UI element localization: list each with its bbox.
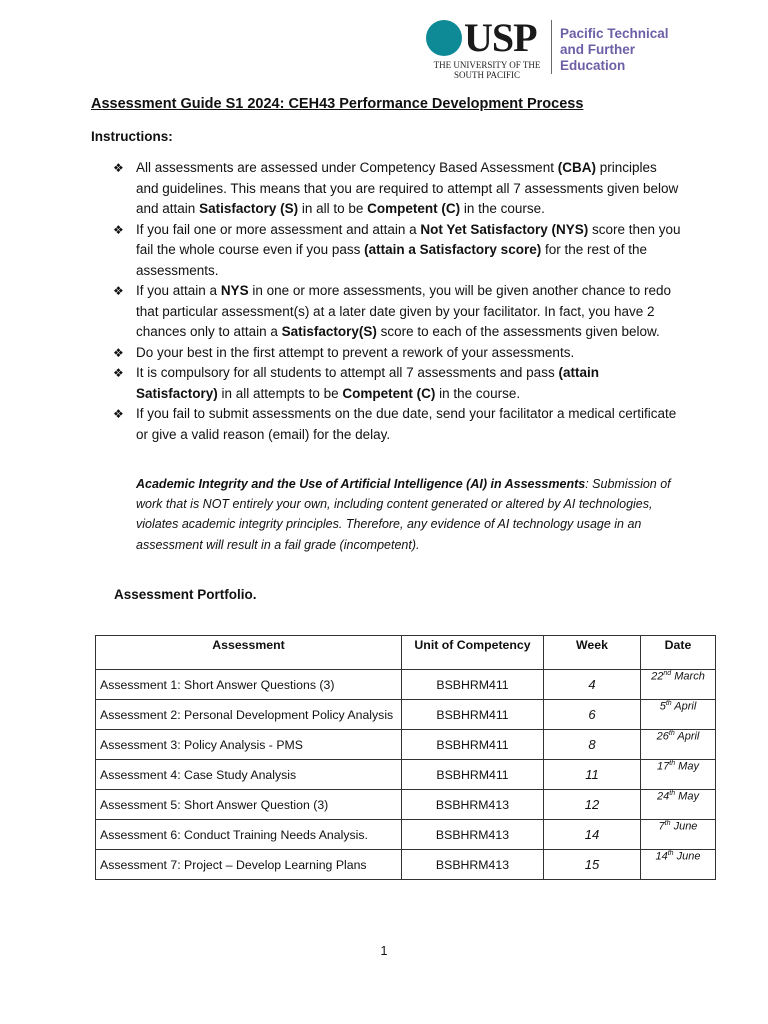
assessment-cell: Assessment 2: Personal Development Policy Analysis: [96, 700, 402, 730]
table-row: [96, 850, 716, 880]
table-row: [96, 820, 716, 850]
table-row: [96, 670, 716, 700]
unit-cell: BSBHRM411: [402, 700, 544, 730]
table-row: [96, 700, 716, 730]
header-date: Date: [641, 636, 716, 670]
list-item: ❖ It is compulsory for all students to attempt all 7 assessments and pass (attain Satisfactory) in all attempts to be Competent (C) in the course.: [113, 365, 599, 401]
unit-cell: BSBHRM411: [402, 730, 544, 760]
week-cell: 15: [544, 850, 641, 880]
date-cell: 17th May: [641, 760, 716, 790]
usp-emblem-icon: [426, 20, 462, 56]
assessment-cell: Assessment 1: Short Answer Questions (3): [96, 670, 402, 700]
date-cell: 5th April: [641, 700, 716, 730]
page-number: 1: [380, 944, 388, 958]
week-cell: 4: [544, 670, 641, 700]
unit-cell: BSBHRM411: [402, 760, 544, 790]
instructions-heading: Instructions:: [91, 129, 173, 144]
assessment-table: [95, 635, 716, 880]
date-cell: 14th June: [641, 850, 716, 880]
assessment-cell: Assessment 6: Conduct Training Needs Analysis.: [96, 820, 402, 850]
table-row: [96, 790, 716, 820]
date-cell: 26th April: [641, 730, 716, 760]
week-cell: 11: [544, 760, 641, 790]
assessment-cell: Assessment 3: Policy Analysis - PMS: [96, 730, 402, 760]
list-item: ❖ Do your best in the first attempt to prevent a rework of your assessments.: [113, 343, 683, 364]
portfolio-heading: Assessment Portfolio.: [114, 587, 257, 602]
week-cell: 14: [544, 820, 641, 850]
unit-cell: BSBHRM413: [402, 850, 544, 880]
logo-divider: [551, 20, 552, 74]
logo-university-name: THE UNIVERSITY OF THE SOUTH PACIFIC: [433, 60, 541, 80]
logo-ptfe-text: Pacific Technical and Further Education: [560, 26, 669, 73]
diamond-bullet-icon: ❖: [113, 161, 124, 175]
date-cell: 7th June: [641, 820, 716, 850]
list-item: ❖ If you fail to submit assessments on the due date, send your facilitator a medical certificate or give a valid reason (email) for the delay.: [113, 406, 677, 442]
diamond-bullet-icon: ❖: [113, 407, 124, 421]
assessment-cell: Assessment 4: Case Study Analysis: [96, 760, 402, 790]
date-cell: 22nd March: [641, 670, 716, 700]
usp-logo: [426, 15, 676, 80]
list-item: ❖ All assessments are assessed under Competency Based Assessment (CBA) principles and guidelines. This means that you are required to attempt all 7 assessments given below and attain Satisfactory (S) in all to be Competent (C) in the course.: [113, 160, 679, 216]
header-unit: Unit of Competency: [402, 636, 544, 670]
diamond-bullet-icon: ❖: [113, 345, 124, 360]
unit-cell: BSBHRM413: [402, 790, 544, 820]
header-week: Week: [544, 636, 641, 670]
table-header-row: [96, 636, 716, 670]
list-item: ❖ If you attain a NYS in one or more assessments, you will be given another chance to redo that particular assessment(s) at a later date given by your facilitator. In fact, you have 2 chances only to attain a Satisfactory(S) score to each of the assessments given below.: [113, 283, 672, 339]
diamond-bullet-icon: ❖: [113, 284, 124, 298]
table-row: [96, 760, 716, 790]
date-cell: 24th May: [641, 790, 716, 820]
week-cell: 8: [544, 730, 641, 760]
assessment-cell: Assessment 5: Short Answer Question (3): [96, 790, 402, 820]
header-assessment: Assessment: [96, 636, 402, 670]
instructions-list: [113, 158, 683, 445]
unit-cell: BSBHRM411: [402, 670, 544, 700]
week-cell: 12: [544, 790, 641, 820]
academic-integrity-note: Academic Integrity and the Use of Artificial Intelligence (AI) in Assessments: Submission of work that is NOT entirely your own, including content generated or altered by AI technologies, violates academic integrity principles. Therefore, any evidence of AI technology usage in an assessment will result in a fail grade (incompetent).: [136, 477, 671, 552]
page-title: Assessment Guide S1 2024: CEH43 Performance Development Process: [91, 96, 584, 112]
diamond-bullet-icon: ❖: [113, 222, 124, 237]
assessment-cell: Assessment 7: Project – Develop Learning Plans: [96, 850, 402, 880]
table-row: [96, 730, 716, 760]
week-cell: 6: [544, 700, 641, 730]
diamond-bullet-icon: ❖: [113, 366, 124, 380]
list-item: ❖ If you fail one or more assessment and attain a Not Yet Satisfactory (NYS) score then you fail the whole course even if you pass (attain a Satisfactory score) for the rest of the assessments.: [113, 221, 681, 278]
unit-cell: BSBHRM413: [402, 820, 544, 850]
logo-usp-text: USP: [464, 15, 537, 60]
